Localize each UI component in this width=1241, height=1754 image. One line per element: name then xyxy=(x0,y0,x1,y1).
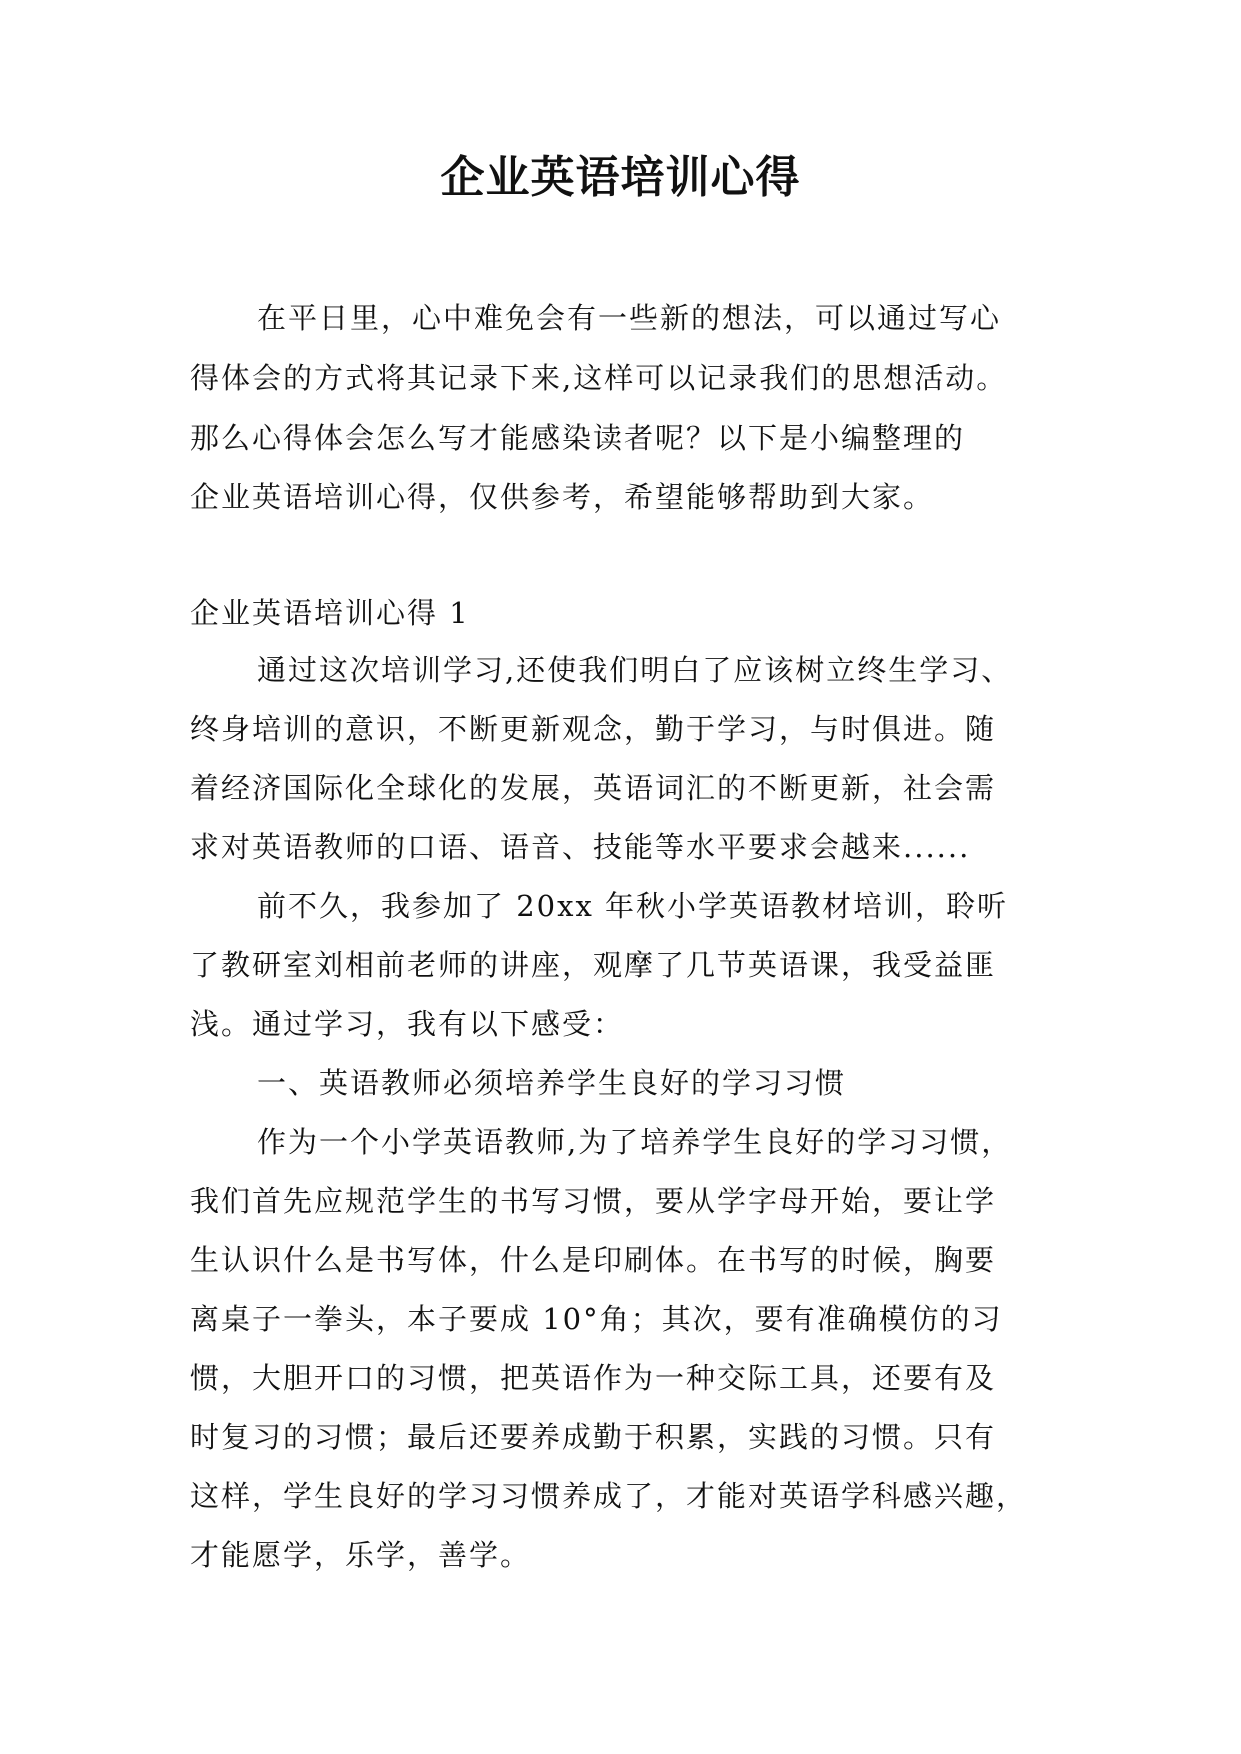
body-line-14: 这样，学生良好的学习习惯养成了，才能对英语学科感兴趣， xyxy=(190,1479,1028,1513)
body-line-2: 终身培训的意识，不断更新观念，勤于学习，与时俱进。随 xyxy=(190,712,997,746)
body-line-11: 离桌子一拳头，本子要成 10°角；其次，要有准确模仿的习 xyxy=(190,1302,1003,1336)
body-line-1: 通过这次培训学习,还使我们明白了应该树立终生学习、 xyxy=(257,653,1013,687)
section-heading-1: 企业英语培训心得 1 xyxy=(190,596,470,630)
body-line-6: 了教研室刘相前老师的讲座，观摩了几节英语课，我受益匪 xyxy=(190,948,997,982)
intro-line-3: 那么心得体会怎么写才能感染读者呢？以下是小编整理的 xyxy=(190,421,966,455)
body-line-8: 作为一个小学英语教师,为了培养学生良好的学习习惯， xyxy=(257,1125,1013,1159)
document-title: 企业英语培训心得 xyxy=(440,152,801,203)
body-line-7: 浅。通过学习，我有以下感受： xyxy=(190,1007,625,1041)
body-line-5: 前不久，我参加了 20xx 年秋小学英语教材培训，聆听 xyxy=(257,889,1009,923)
subheading-1: 一、英语教师必须培养学生良好的学习习惯 xyxy=(257,1066,847,1100)
body-line-15: 才能愿学，乐学，善学。 xyxy=(190,1538,532,1572)
intro-line-2: 得体会的方式将其记录下来,这样可以记录我们的思想活动。 xyxy=(190,361,1008,395)
intro-line-4: 企业英语培训心得，仅供参考，希望能够帮助到大家。 xyxy=(190,480,935,514)
body-line-13: 时复习的习惯；最后还要养成勤于积累，实践的习惯。只有 xyxy=(190,1420,997,1454)
body-line-10: 生认识什么是书写体，什么是印刷体。在书写的时候，胸要 xyxy=(190,1243,997,1277)
body-line-12: 惯，大胆开口的习惯，把英语作为一种交际工具，还要有及 xyxy=(190,1361,997,1395)
body-line-9: 我们首先应规范学生的书写习惯，要从学字母开始，要让学 xyxy=(190,1184,997,1218)
body-line-4: 求对英语教师的口语、语音、技能等水平要求会越来...... xyxy=(190,830,971,864)
intro-line-1: 在平日里，心中难免会有一些新的想法，可以通过写心 xyxy=(257,301,1002,335)
body-line-3: 着经济国际化全球化的发展，英语词汇的不断更新，社会需 xyxy=(190,771,997,805)
